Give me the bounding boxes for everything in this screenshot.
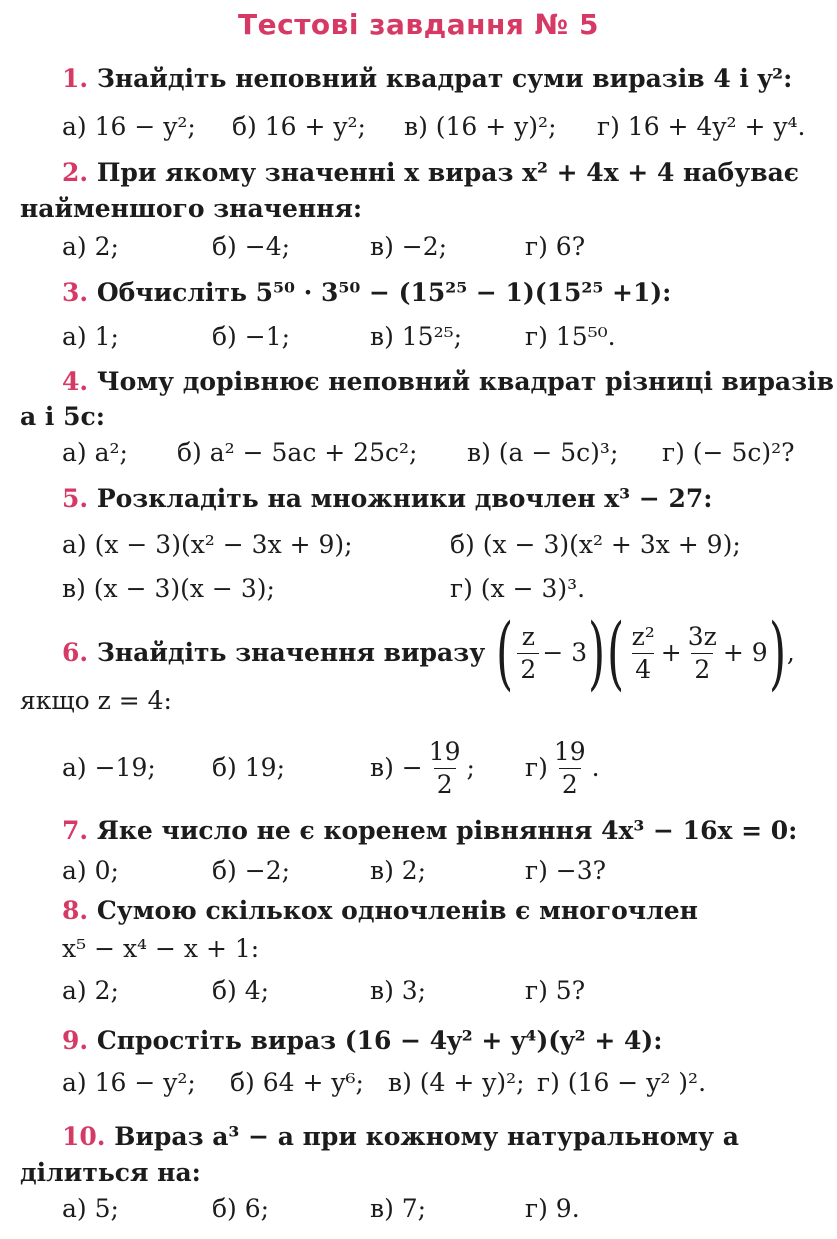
question-text: Знайдіть неповний квадрат суми виразів 4 і y²: — [96, 64, 793, 93]
option-label: г) — [525, 753, 548, 782]
option-label: в) − — [370, 753, 423, 782]
fraction — [426, 738, 464, 799]
left-paren: ( — [496, 606, 514, 699]
question-7 — [62, 816, 797, 846]
option-d: г) 16 + 4y² + y⁴. — [597, 112, 806, 141]
question-number: 7. — [62, 816, 89, 845]
option-b: б) −4; — [212, 232, 291, 261]
question-text: найменшого значення: — [20, 194, 363, 223]
option-c: в) −2; — [370, 232, 448, 261]
operator: + — [660, 638, 682, 667]
question-2-line-2 — [20, 194, 362, 224]
option-a: а) 5; — [62, 1194, 119, 1223]
denominator: 2 — [434, 768, 456, 799]
right-paren: ) — [588, 606, 606, 699]
option-a: а) 2; — [62, 976, 119, 1005]
option-d: г) (− 5c)²? — [662, 438, 795, 467]
fraction — [517, 623, 539, 684]
left-paren: ( — [607, 606, 625, 699]
question-text: Яке число не є коренем рівняння 4x³ − 16x = 0: — [96, 816, 798, 845]
question-number: 1. — [62, 64, 89, 93]
question-number: 6. — [62, 638, 89, 667]
expression — [495, 606, 795, 699]
option-c: в) (x − 3)(x − 3); — [62, 574, 275, 603]
option-d: г) 5? — [525, 976, 586, 1005]
option-c: в) 3; — [370, 976, 427, 1005]
question-text: якщо z = 4: — [20, 686, 172, 715]
question-number: 5. — [62, 484, 89, 513]
question-1 — [62, 64, 792, 94]
question-text: Обчисліть 5⁵⁰ · 3⁵⁰ − (15²⁵ − 1)(15²⁵ +1): — [96, 278, 672, 307]
option-c — [370, 736, 475, 800]
option-a: а) 16 − y²; — [62, 1068, 196, 1097]
question-10 — [62, 1122, 739, 1152]
option-c: в) 2; — [370, 856, 427, 885]
question-2 — [62, 158, 799, 188]
option-d: г) 15⁵⁰. — [525, 322, 616, 351]
question-text: Чому дорівнює неповний квадрат різниці виразів — [96, 367, 834, 396]
option-d: г) (16 − y² )². — [537, 1068, 707, 1097]
question-number: 4. — [62, 367, 89, 396]
option-d: г) −3? — [525, 856, 607, 885]
question-9 — [62, 1026, 662, 1056]
punctuation: ; — [466, 753, 475, 782]
numerator: z² — [631, 621, 655, 651]
option-a: а) 0; — [62, 856, 119, 885]
numerator: z — [521, 621, 535, 651]
right-paren: ) — [768, 606, 786, 699]
question-4 — [62, 367, 834, 397]
option-d: г) 9. — [525, 1194, 580, 1223]
option-c: в) 15²⁵; — [370, 322, 463, 351]
numerator: 19 — [428, 736, 461, 766]
fraction — [551, 738, 589, 799]
question-text: ділиться на: — [20, 1158, 201, 1187]
question-number: 10. — [62, 1122, 106, 1151]
question-5 — [62, 484, 713, 514]
question-3 — [62, 278, 671, 308]
denominator: 2 — [517, 653, 539, 684]
question-8-line-2 — [62, 934, 259, 964]
punctuation: . — [591, 753, 600, 782]
punctuation: , — [786, 638, 795, 667]
option-b: б) a² − 5ac + 25c²; — [177, 438, 418, 467]
option-b: б) −1; — [212, 322, 291, 351]
denominator: 4 — [632, 653, 654, 684]
question-text: Вираз a³ − a при кожному натуральному a — [114, 1122, 739, 1151]
question-number: 9. — [62, 1026, 89, 1055]
fraction — [685, 623, 720, 684]
option-d — [525, 736, 600, 800]
term: − 3 — [542, 638, 588, 667]
option-b: б) 19; — [212, 753, 285, 782]
question-8 — [62, 896, 698, 926]
option-a: а) a²; — [62, 438, 128, 467]
option-c: в) (16 + y)²; — [404, 112, 557, 141]
question-number: 2. — [62, 158, 89, 187]
option-d: г) 6? — [525, 232, 586, 261]
option-b: б) (x − 3)(x² + 3x + 9); — [450, 530, 741, 559]
question-text: a і 5c: — [20, 402, 105, 431]
option-a: а) 16 − y²; — [62, 112, 196, 141]
fraction — [629, 623, 658, 684]
option-a: а) (x − 3)(x² − 3x + 9); — [62, 530, 353, 559]
question-text: Сумою скількох одночленів є многочлен — [96, 896, 698, 925]
option-c: в) 7; — [370, 1194, 427, 1223]
option-b: б) −2; — [212, 856, 291, 885]
option-a: а) 1; — [62, 322, 119, 351]
question-text: x⁵ − x⁴ − x + 1: — [62, 934, 260, 963]
question-number: 3. — [62, 278, 89, 307]
denominator: 2 — [559, 768, 581, 799]
question-text: При якому значенні x вираз x² + 4x + 4 набуває — [96, 158, 800, 187]
option-c: в) (4 + y)²; — [388, 1068, 525, 1097]
question-text: Спростіть вираз (16 − 4y² + y⁴)(y² + 4): — [96, 1026, 663, 1055]
question-4-line-2 — [20, 402, 105, 432]
option-b: б) 16 + y²; — [232, 112, 366, 141]
denominator: 2 — [691, 653, 713, 684]
option-b: б) 64 + y⁶; — [230, 1068, 364, 1097]
page-title: Тестові завдання № 5 — [238, 8, 599, 41]
option-a: а) −19; — [62, 753, 156, 782]
term: + 9 — [722, 638, 768, 667]
option-a: а) 2; — [62, 232, 119, 261]
question-text: Розкладіть на множники двочлен x³ − 27: — [96, 484, 713, 513]
question-number: 8. — [62, 896, 89, 925]
question-10-line-2 — [20, 1158, 201, 1188]
option-b: б) 4; — [212, 976, 270, 1005]
numerator: 19 — [553, 736, 586, 766]
numerator: 3z — [687, 621, 717, 651]
option-d: г) (x − 3)³. — [450, 574, 586, 603]
option-c: в) (a − 5c)³; — [467, 438, 619, 467]
question-6-line-2 — [20, 686, 172, 716]
option-b: б) 6; — [212, 1194, 270, 1223]
question-text: Знайдіть значення виразу — [96, 638, 486, 667]
